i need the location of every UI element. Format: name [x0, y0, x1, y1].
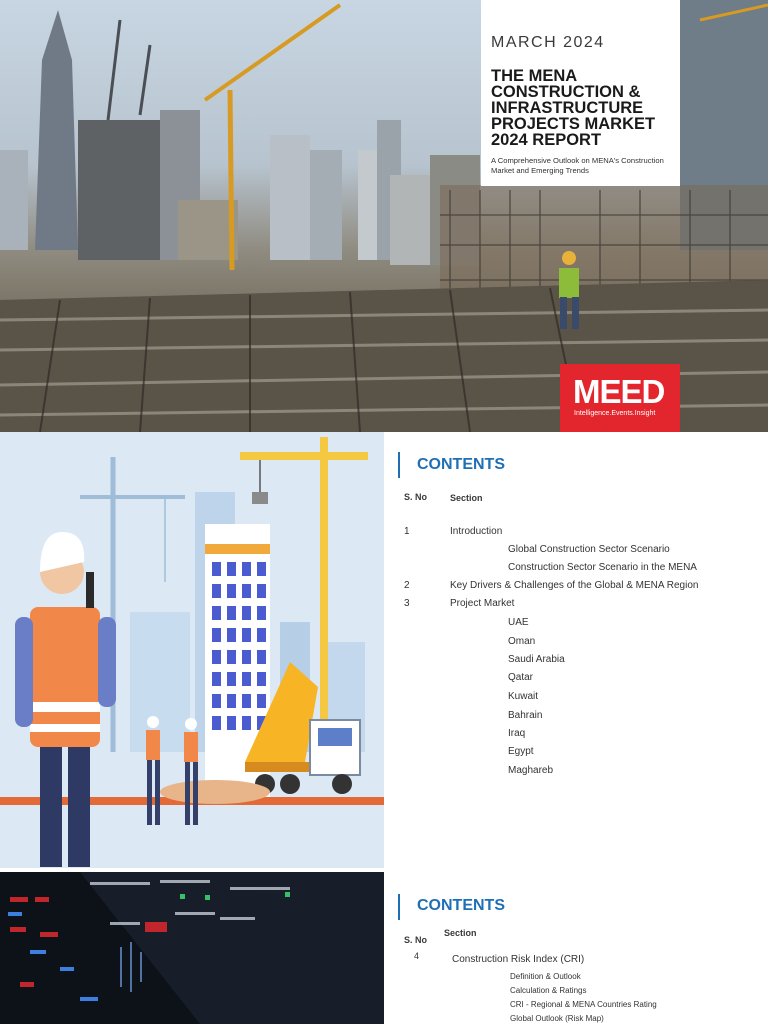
- toc-subentry[interactable]: Egypt: [508, 746, 534, 757]
- toc-subentry[interactable]: Calculation & Ratings: [510, 986, 587, 995]
- toc-subentry[interactable]: Qatar: [508, 672, 534, 683]
- heading-accent-bar: [398, 894, 400, 920]
- meed-logo: [560, 364, 680, 432]
- toc-number: 1: [404, 526, 410, 537]
- toc-subentry[interactable]: Global Construction Sector Scenario: [508, 544, 670, 555]
- ticker-graphic: [0, 872, 384, 1024]
- column-header-section: Section: [450, 493, 483, 503]
- heading-accent-bar: [398, 452, 400, 478]
- toc-subentry[interactable]: UAE: [508, 617, 529, 628]
- toc-entry-project-market[interactable]: Project Market: [450, 598, 515, 609]
- toc-subentry[interactable]: Construction Sector Scenario in the MENA: [508, 562, 697, 573]
- toc-subentry[interactable]: Maghareb: [508, 765, 554, 776]
- column-header-section: Section: [444, 928, 477, 938]
- report-date: MARCH 2024: [491, 34, 605, 51]
- contents-page-2: [384, 872, 768, 1024]
- toc-entry-key-drivers[interactable]: Key Drivers & Challenges of the Global & MENA Region: [450, 580, 699, 591]
- construction-illustration: [0, 432, 384, 868]
- toc-entry-cri[interactable]: Construction Risk Index (CRI): [452, 954, 585, 965]
- toc-subentry[interactable]: Iraq: [508, 728, 526, 739]
- cover-title-box: [481, 0, 680, 186]
- report-subtitle: A Comprehensive Outlook on MENA's Construction Market and Emerging Trends: [491, 156, 664, 175]
- toc-number: 4: [414, 951, 420, 961]
- toc-subentry[interactable]: Bahrain: [508, 710, 543, 721]
- toc-entry-introduction[interactable]: Introduction: [450, 526, 503, 537]
- toc-subentry[interactable]: CRI - Regional & MENA Countries Rating: [510, 1000, 657, 1009]
- toc-number: 3: [404, 598, 410, 609]
- column-header-sno: S. No: [404, 935, 428, 945]
- stock-ticker-photo: [0, 872, 384, 1024]
- cover-page: [0, 0, 768, 432]
- toc-subentry[interactable]: Oman: [508, 636, 536, 647]
- contents-page-1: [384, 432, 768, 868]
- report-title: THE MENA CONSTRUCTION & INFRASTRUCTURE PROJECTS MARKET 2024 REPORT: [491, 67, 656, 149]
- meed-tagline: Intelligence.Events.Insight: [574, 410, 656, 417]
- toc-subentry[interactable]: Saudi Arabia: [508, 654, 565, 665]
- column-header-sno: S. No: [404, 492, 428, 502]
- toc-number: 2: [404, 580, 410, 591]
- illustration-graphic: [0, 432, 384, 868]
- contents-heading: CONTENTS: [417, 897, 505, 914]
- toc-subentry[interactable]: Global Outlook (Risk Map): [510, 1014, 604, 1023]
- contents-heading: CONTENTS: [417, 456, 505, 473]
- toc-subentry[interactable]: Kuwait: [508, 691, 539, 702]
- toc-subentry[interactable]: Definition & Outlook: [510, 972, 581, 981]
- meed-logo-text: MEED: [573, 373, 665, 410]
